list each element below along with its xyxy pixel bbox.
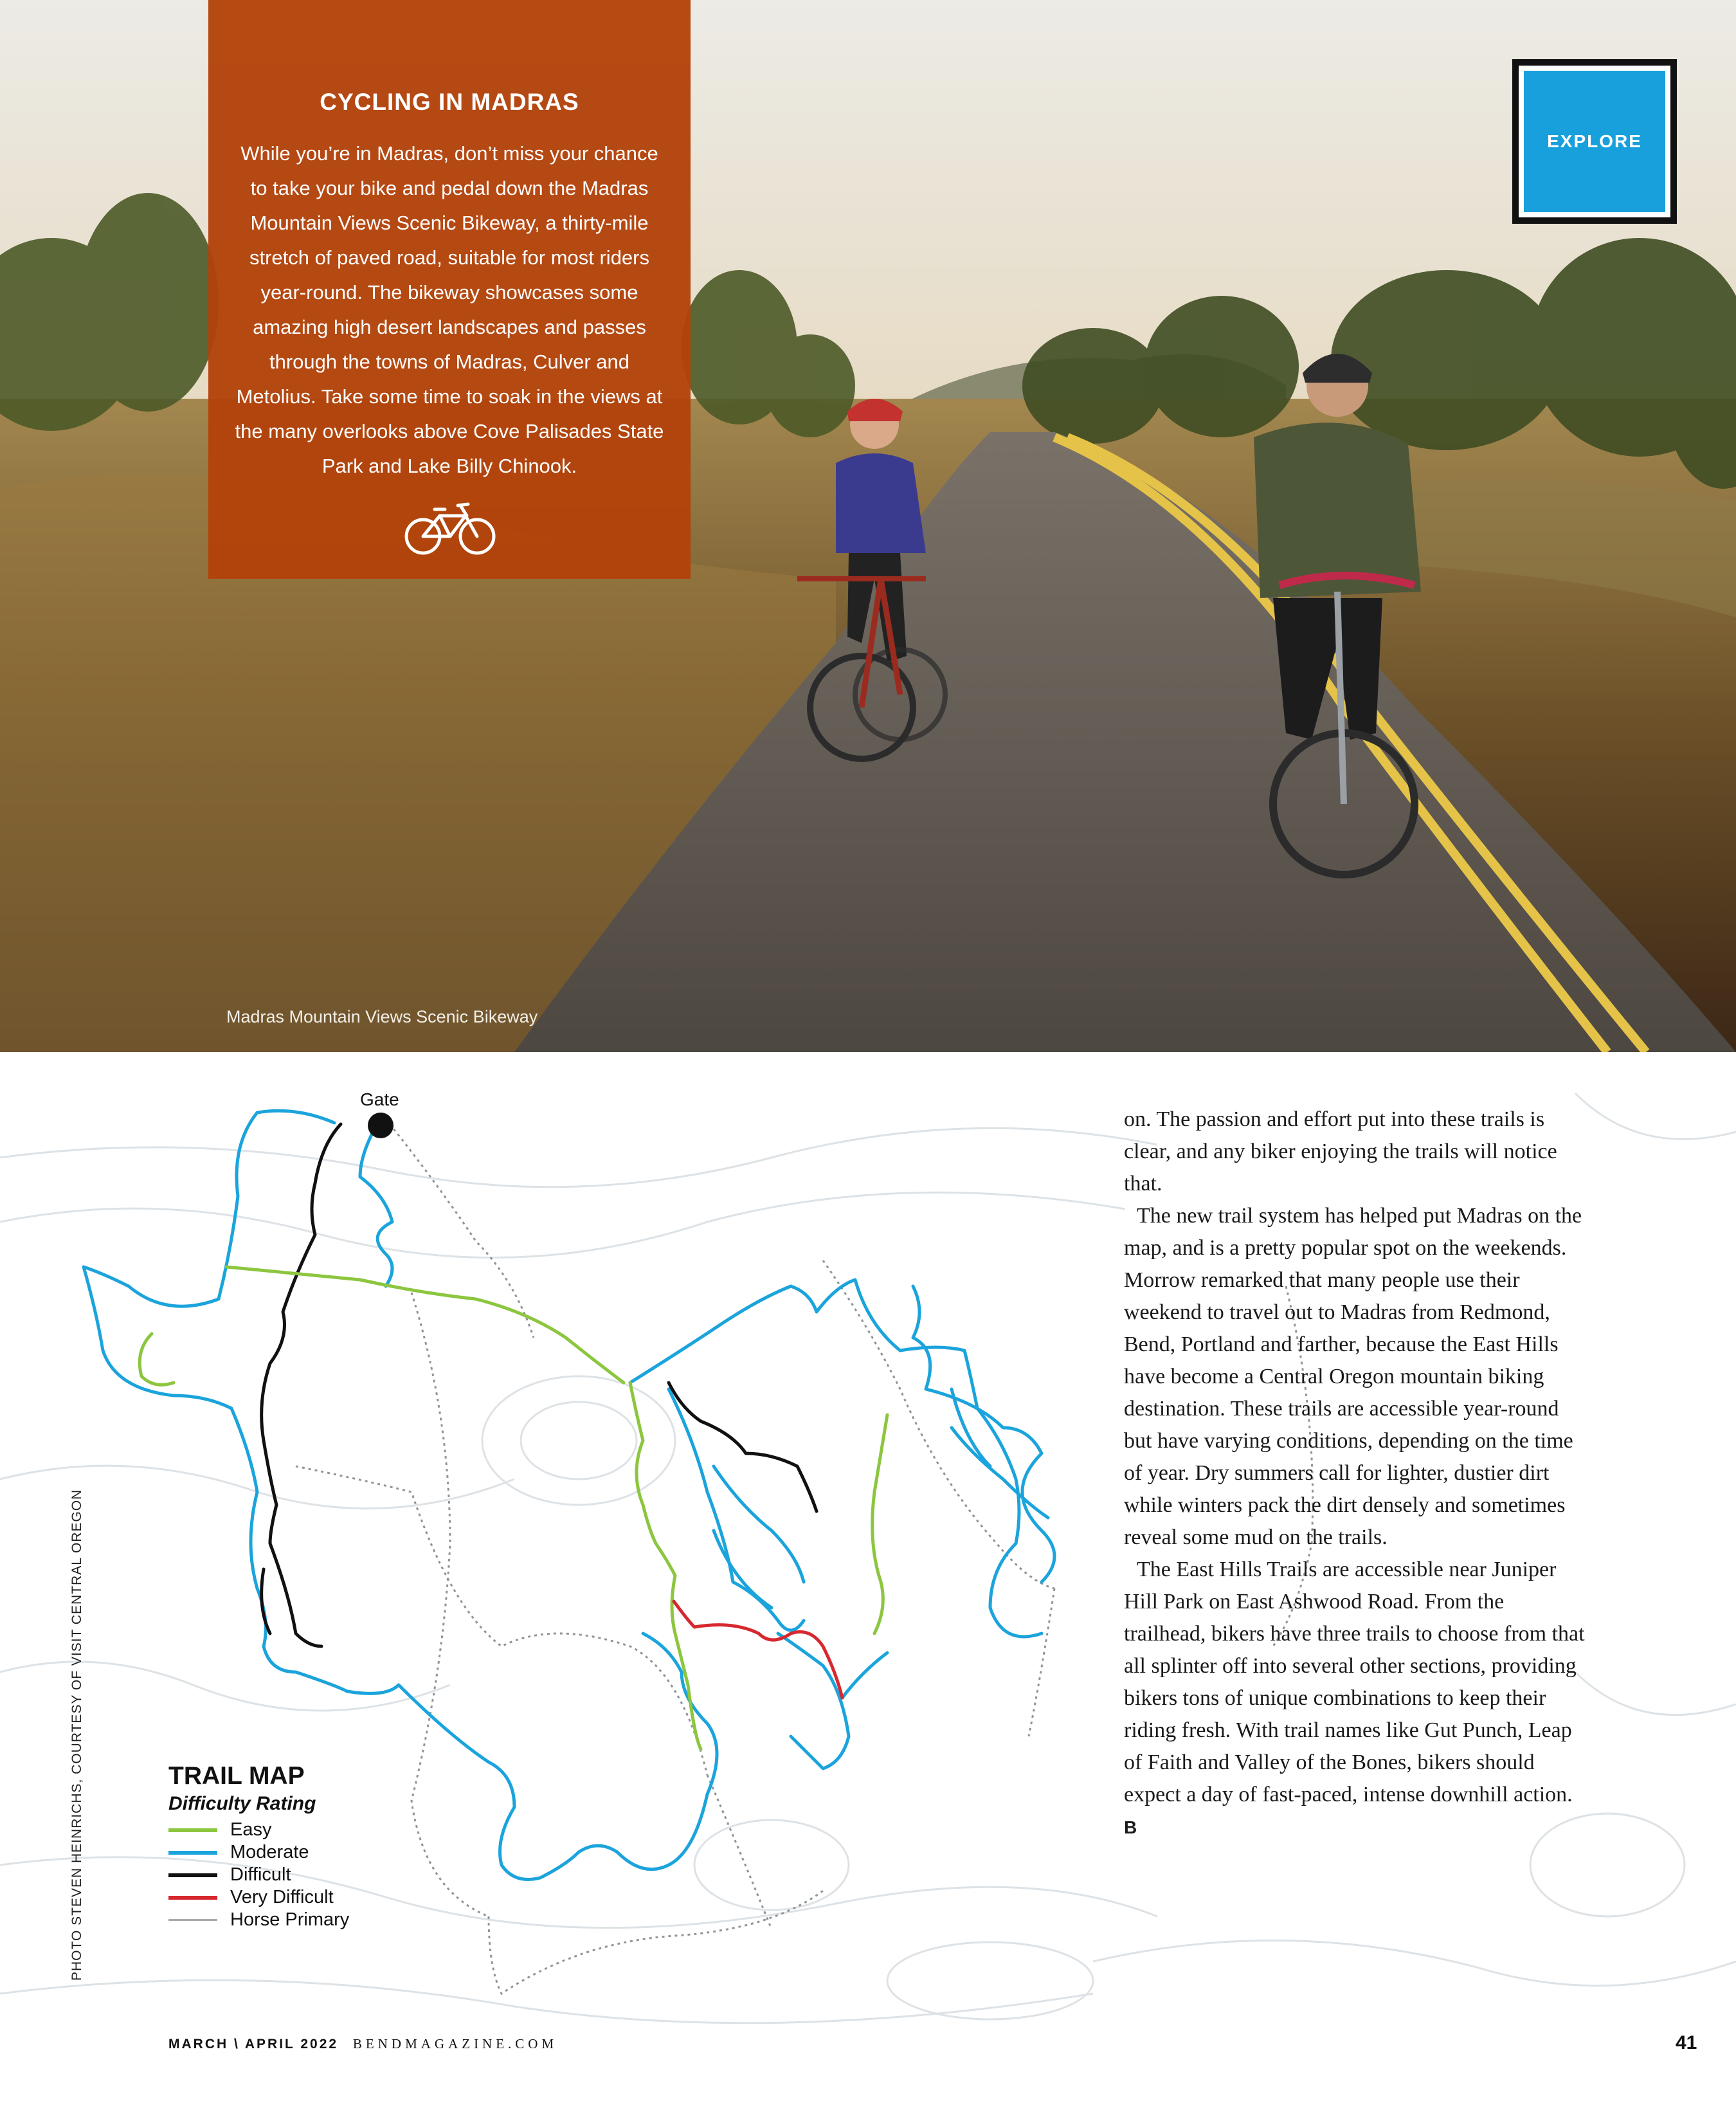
legend-label: Horse Primary [230,1909,350,1930]
article-paragraph-text: The East Hills Trails are accessible near Juniper Hill Park on East Ashwood Road. From the trailhead, bikers have three trails to choose from that all splinter off into several other sections, providing bikers tons of unique combinations to keep their riding fresh. With trail names like Gut Punch, Leap of Faith and Valley of the Bones, bikers should expect a day of fast-paced, intense downhill action. [1124,1558,1585,1806]
end-mark-icon: B [1124,1817,1137,1837]
sidebar-line: While you’re in Madras, don’t miss your chance [240,142,658,165]
legend-item-easy [168,1819,349,1841]
legend-subtitle: Difficulty Rating [168,1793,316,1814]
legend-swatch-easy [168,1828,217,1832]
cycling-sidebar [208,0,691,579]
magazine-site: BENDMAGAZINE.COM [352,2036,558,2051]
sidebar-line: Metolius. Take some time to soak in the views at [236,385,663,408]
legend-swatch-very-difficult [168,1896,217,1900]
article-text [1124,1104,1587,1844]
legend-title: TRAIL MAP [168,1762,305,1790]
sidebar-title: CYCLING IN MADRAS [320,89,579,115]
article-paragraph-final [1124,1554,1587,1844]
legend-label: Moderate [230,1842,309,1862]
legend-swatch-difficult [168,1873,217,1877]
page-number: 41 [1676,2032,1697,2053]
photo-credit: PHOTO STEVEN HEINRICHS, COURTESY OF VISIT CENTRAL OREGON [69,1489,84,1981]
legend-item-horse-primary [168,1909,349,1931]
legend-swatch-horse [168,1919,217,1921]
legend-item-very-difficult [168,1886,349,1909]
explore-badge-frame [1519,66,1670,217]
gate-marker [368,1113,393,1138]
sidebar-line: amazing high desert landscapes and passes [253,316,646,338]
legend-label: Easy [230,1819,272,1840]
sidebar-line: to take your bike and pedal down the Madras [250,177,649,199]
sidebar-line: stretch of paved road, suitable for most riders [249,246,649,269]
sidebar-line: Park and Lake Billy Chinook. [321,455,577,477]
explore-label: EXPLORE [1524,71,1665,212]
sidebar-line: year-round. The bikeway showcases some [260,281,638,304]
article-paragraph: on. The passion and effort put into these trails is clear, and any biker enjoying the trails will notice that. [1124,1107,1557,1196]
issue-date: MARCH \ APRIL 2022 [168,2037,339,2051]
legend-swatch-moderate [168,1851,217,1855]
gate-label: Gate [360,1089,399,1109]
easy-trails [140,1267,887,1749]
sidebar-body [234,136,665,484]
very-difficult-trails [674,1601,842,1698]
page-footer [168,2036,557,2052]
legend-label: Very Difficult [230,1887,334,1907]
explore-badge [1512,59,1677,224]
sidebar-line: the many overlooks above Cove Palisades State [235,420,664,442]
legend-item-difficult [168,1864,349,1886]
sidebar-line: Mountain Views Scenic Bikeway, a thirty-mile [250,212,649,234]
legend-item-moderate [168,1841,349,1864]
trail-map-legend [168,1762,349,1931]
sidebar-line: through the towns of Madras, Culver and [269,350,630,373]
legend-label: Difficult [230,1864,291,1885]
bicycle-icon [404,499,496,557]
article-paragraph: The new trail system has helped put Madras on the map, and is a pretty popular spot on the weekends. Morrow remarked that many people use their weekend to travel out to Madras from Redmond, Bend, Portland and farther, because the East Hills have become a Central Oregon mountain biking destination. These trails are accessible year-round but have varying conditions, depending on the time of year. Dry summers call for lighter, dustier dirt while winters pack the dirt densely and sometimes reveal some mud on the trails. [1124,1204,1582,1549]
photo-caption: Madras Mountain Views Scenic Bikeway [226,1007,538,1026]
